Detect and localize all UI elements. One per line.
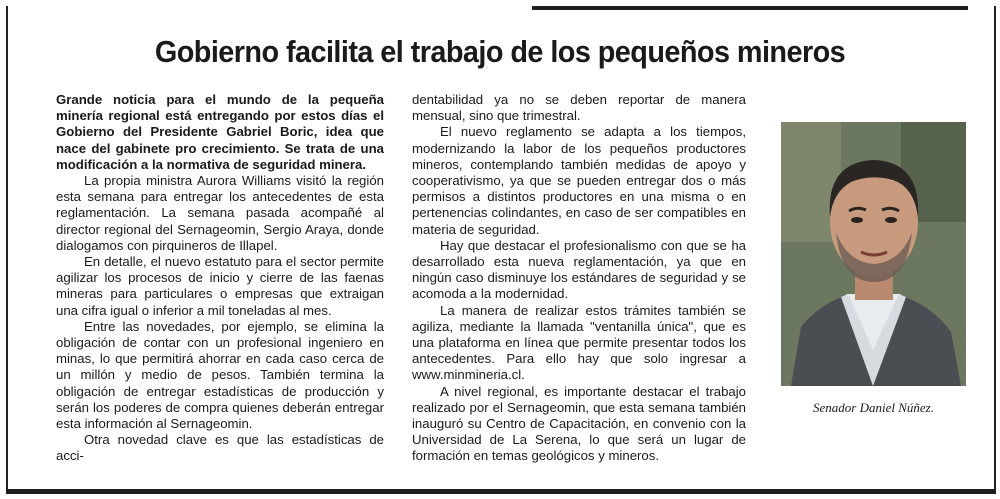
paragraph: La propia ministra Aurora Williams visitó la región esta semana para entregar los antecedentes de esta reglamentación. La semana pasada acompañé al director regional del Sernageomin, Sergio Araya, donde dialogamos con pirquineros de Illapel. xyxy=(56,173,384,253)
portrait-photo xyxy=(781,122,966,386)
paragraph: En detalle, el nuevo estatuto para el sector permite agilizar los procesos de inicio y cierre de las faenas mineras para particulares o empresas que extraigan una cifra igual o inferior a mil toneladas al mes. xyxy=(56,254,384,318)
article-column-1 xyxy=(56,92,384,465)
article-headline: Gobierno facilita el trabajo de los pequeños mineros xyxy=(154,34,846,69)
paragraph: Hay que destacar el profesionalismo con que se ha desarrollado esta nueva reglamentación, ya que en ningún caso disminuye los estándares de seguridad y se acomoda a la modernidad. xyxy=(412,237,746,302)
article-lead: Grande noticia para el mundo de la pequeña minería regional está entregando por estos días el Gobierno del Presidente Gabriel Boric, idea que nace del gabinete pro crecimiento. Se trata de una modificación a la normativa de seguridad minera. xyxy=(56,92,384,172)
paragraph: A nivel regional, es importante destacar el trabajo realizado por el Sernageomin, que esta semana también inauguró su Centro de Capacitación, en convenio con la Universidad de La Serena, lo que será un lugar de formación en temas geológicos y mineros. xyxy=(412,383,746,464)
bottom-rule xyxy=(6,489,996,494)
paragraph: El nuevo reglamento se adapta a los tiempos, modernizando la labor de los pequeños productores mineros, contemplando también medidas de apoyo y cooperativismo, ya que se pueden entregar dos o más permisos a distintos productores en una misma o en pertenencias colindantes, en caso de ser compatibles en materia de seguridad. xyxy=(412,124,746,237)
paragraph: Entre las novedades, por ejemplo, se elimina la obligación de contar con un profesional ingeniero en minas, lo que permitirá ahorrar en cada caso cerca de un millón y medio de pesos. También termina la obligación de entregar estadísticas de producción y serán los poderes de compra quienes deberán entregar esta información al Sernageomin. xyxy=(56,318,384,432)
paragraph: dentabilidad ya no se deben reportar de manera mensual, sino que trimestral. xyxy=(412,92,746,124)
top-rule xyxy=(532,6,968,10)
portrait-illustration xyxy=(781,122,966,386)
paragraph: Otra novedad clave es que las estadísticas de acci- xyxy=(56,432,384,464)
paragraph: La manera de realizar estos trámites también se agiliza, mediante la llamada "ventanilla única", que es una plataforma en línea que permite presentar todos los antecedentes. Para ello hay que solo ingresar a www.minmineria.cl. xyxy=(412,302,746,383)
article-column-2 xyxy=(412,92,746,465)
photo-caption: Senador Daniel Núñez. xyxy=(813,400,934,415)
